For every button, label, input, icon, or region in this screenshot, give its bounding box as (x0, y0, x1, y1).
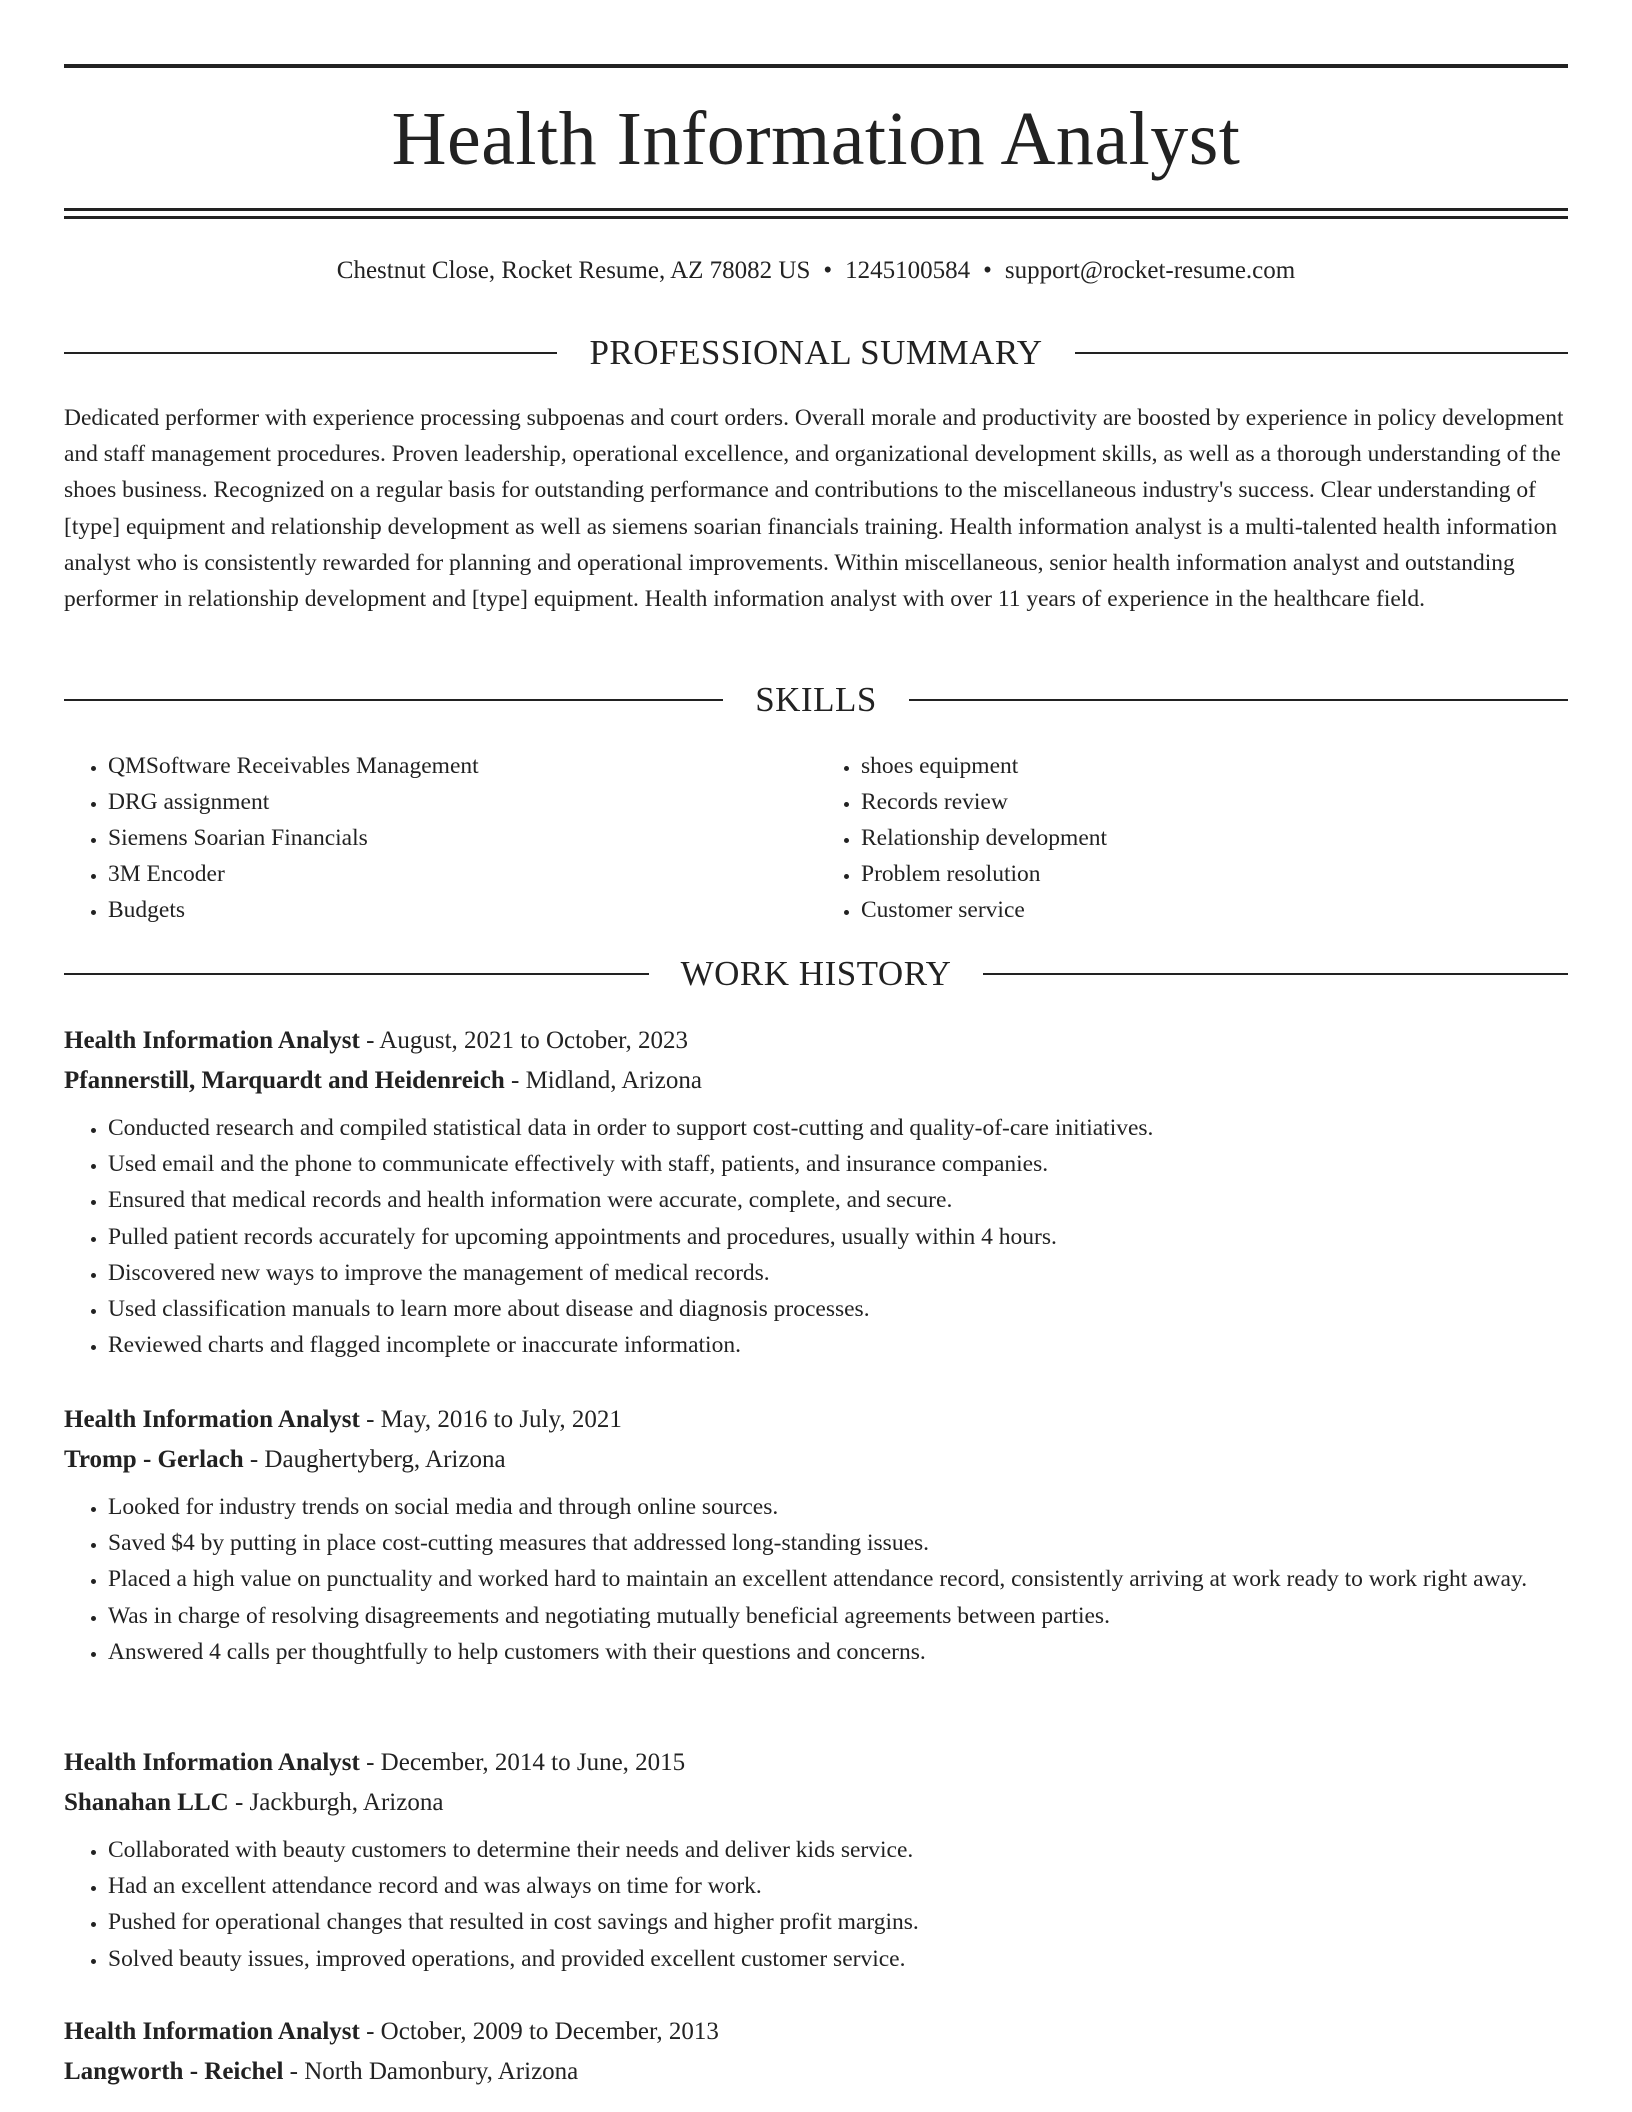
job-company-line (64, 1061, 1568, 1101)
job-bullet: • Had an excellent attendance record and was always on time for work. (108, 1868, 1568, 1904)
contact-separator: • (983, 257, 992, 284)
skills-heading (64, 678, 1568, 722)
skill-item: • QMSoftware Receivables Management (108, 748, 815, 784)
skill-item: • shoes equipment (861, 748, 1568, 784)
job-title-line (64, 1743, 1568, 1783)
job-location: - Midland, Arizona (504, 1066, 702, 1094)
job-bullet: • Conducted research and compiled statistical data in order to support cost-cutting and quality-of-care initiatives. (108, 1110, 1568, 1146)
job-dates: - December, 2014 to June, 2015 (359, 1749, 686, 1776)
skill-item: • Records review (861, 784, 1568, 820)
job-bullet: • Used classification manuals to learn more about disease and diagnosis processes. (108, 1291, 1568, 1327)
job-dates: - May, 2016 to July, 2021 (359, 1406, 622, 1433)
job-entry (64, 1400, 1568, 1670)
job-company: Langworth - Reichel (64, 2057, 284, 2085)
job-bullet: • Ensured that medical records and health information were accurate, complete, and secure. (108, 1182, 1568, 1218)
job-company: Shanahan LLC (64, 1788, 229, 1816)
job-title-line (64, 2012, 1568, 2052)
job-location: - Jackburgh, Arizona (228, 1788, 444, 1816)
job-bullet: • Solved beauty issues, improved operations, and provided excellent customer service. (108, 1941, 1568, 1977)
summary-heading (64, 331, 1568, 375)
work-history-heading-label: WORK HISTORY (680, 954, 952, 993)
job-bullet: • Used email and the phone to communicate effectively with staff, patients, and insurance companies. (108, 1146, 1568, 1182)
job-company-line (64, 1783, 1568, 1823)
job-bullet: • Looked for industry trends on social media and through online sources. (108, 1489, 1568, 1525)
job-bullet: • Saved $4 by putting in place cost-cutting measures that addressed long-standing issues. (108, 1525, 1568, 1561)
heading-rule-left (64, 352, 557, 354)
job-bullet: • Was in charge of resolving disagreements and negotiating mutually beneficial agreements between parties. (108, 1598, 1568, 1634)
job-bullets (64, 1110, 1568, 1363)
heading-rule-right (983, 973, 1568, 975)
job-location: - Daughertyberg, Arizona (243, 1445, 506, 1473)
job-title: Health Information Analyst (64, 1749, 360, 1776)
job-bullet: • Collaborated with beauty customers to determine their needs and deliver kids service. (108, 1832, 1568, 1868)
job-company-line (64, 2052, 1568, 2092)
job-company-line (64, 1440, 1568, 1480)
job-title: Health Information Analyst (64, 1027, 360, 1054)
job-title: Health Information Analyst (64, 1406, 360, 1433)
skill-item: • DRG assignment (108, 784, 815, 820)
heading-rule-left (64, 973, 649, 975)
job-company: Tromp - Gerlach (64, 1445, 244, 1473)
job-company: Pfannerstill, Marquardt and Heidenreich (64, 1066, 505, 1094)
job-bullet: • Reviewed charts and flagged incomplete or inaccurate information. (108, 1327, 1568, 1363)
skill-item: • Budgets (108, 892, 815, 928)
skills-column-right (815, 748, 1568, 928)
heading-rule-left (64, 699, 723, 701)
work-history-heading (64, 952, 1568, 996)
title-double-rule (64, 208, 1568, 219)
contact-address: Chestnut Close, Rocket Resume, AZ 78082 US (336, 257, 811, 284)
skills-heading-label: SKILLS (755, 680, 877, 719)
job-dates: - October, 2009 to December, 2013 (359, 2018, 719, 2045)
contact-line (64, 254, 1568, 288)
job-bullet: • Discovered new ways to improve the management of medical records. (108, 1255, 1568, 1291)
skills-column-left (64, 748, 815, 928)
contact-separator: • (823, 257, 833, 284)
job-location: - North Damonbury, Arizona (283, 2057, 579, 2085)
skill-item: • 3M Encoder (108, 856, 815, 892)
job-dates: - August, 2021 to October, 2023 (359, 1027, 688, 1054)
skill-item: • Relationship development (861, 820, 1568, 856)
job-entry (64, 1743, 1568, 1977)
job-title: Health Information Analyst (64, 2018, 360, 2045)
skills-list (64, 748, 1568, 928)
job-title-line (64, 1021, 1568, 1061)
job-bullet: • Pulled patient records accurately for upcoming appointments and procedures, usually within 4 hours. (108, 1219, 1568, 1255)
heading-rule-right (909, 699, 1568, 701)
job-bullet: • Answered 4 calls per thoughtfully to help customers with their questions and concerns. (108, 1634, 1568, 1670)
job-entry (64, 2012, 1568, 2091)
job-title-line (64, 1400, 1568, 1440)
top-rule (64, 64, 1568, 68)
summary-heading-label: PROFESSIONAL SUMMARY (589, 333, 1043, 372)
job-bullets (64, 1832, 1568, 1977)
job-bullet: • Placed a high value on punctuality and worked hard to maintain an excellent attendance record, consistently arriving at work ready to work right away. (108, 1561, 1568, 1597)
resume-title: Health Information Analyst (391, 97, 1241, 181)
summary-text: Dedicated performer with experience processing subpoenas and court orders. Overall morale and productivity are boosted by experience in policy development and staff management procedures. Proven leadership, operational excellence, and organizational development skills, as well as a thorough understanding of the shoes business. Recognized on a regular basis for outstanding performance and contributions to the miscellaneous industry's success. Clear understanding of [type] equipment and relationship development as well as siemens soarian financials training. Health information analyst is a multi-talented health information analyst who is consistently rewarded for planning and operational improvements. Within miscellaneous, senior health information analyst and outstanding performer in relationship development and [type] equipment. Health information analyst with over 11 years of experience in the healthcare field. (64, 405, 1564, 613)
contact-phone: 1245100584 (845, 257, 971, 284)
job-bullets (64, 1489, 1568, 1670)
contact-email[interactable]: support@rocket-resume.com (1004, 257, 1296, 284)
job-entry (64, 1021, 1568, 1363)
job-bullet: • Pushed for operational changes that resulted in cost savings and higher profit margins. (108, 1904, 1568, 1940)
heading-rule-right (1075, 352, 1568, 354)
skill-item: • Problem resolution (861, 856, 1568, 892)
skill-item: • Siemens Soarian Financials (108, 820, 815, 856)
skill-item: • Customer service (861, 892, 1568, 928)
